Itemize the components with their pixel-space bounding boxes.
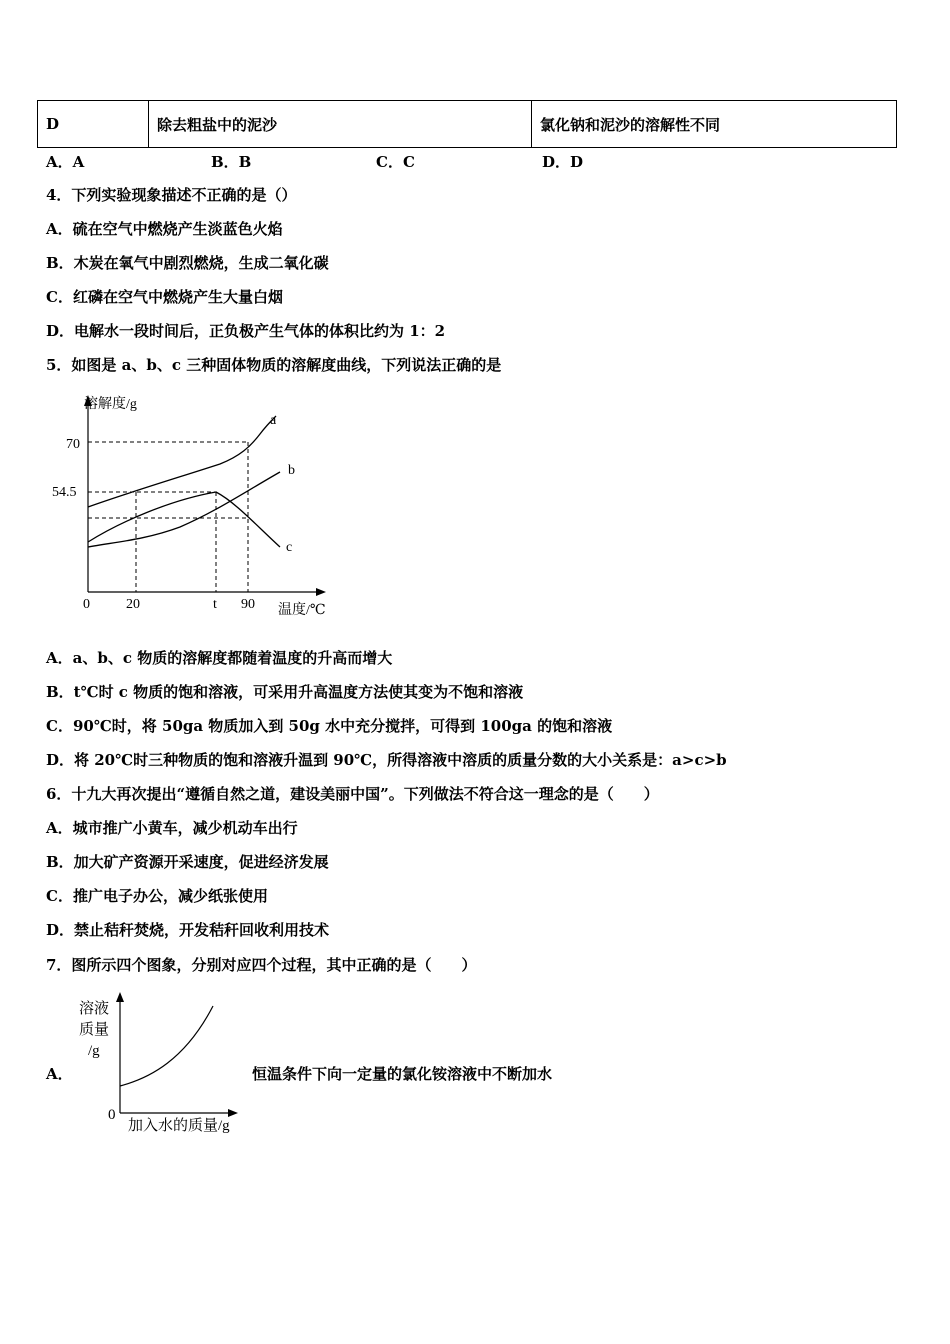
x-tick-90: 90 bbox=[241, 597, 255, 612]
answer-table bbox=[37, 100, 897, 148]
q3-option-b[interactable]: B．B bbox=[211, 153, 252, 171]
y-tick-54-5: 54.5 bbox=[52, 485, 77, 500]
origin-label: 0 bbox=[108, 1107, 116, 1123]
x-tick-t: t bbox=[213, 597, 217, 612]
y-axis-label: 溶解度/g bbox=[84, 397, 137, 412]
series-label-b: b bbox=[288, 463, 295, 478]
q3-option-d[interactable]: D．D bbox=[542, 153, 584, 171]
q7-option-a-text: 恒温条件下向一定量的氯化铵溶液中不断加水 bbox=[252, 1065, 553, 1083]
q3-option-a[interactable]: A．A bbox=[46, 153, 85, 171]
table-cell-purpose: 除去粗盐中的泥沙 bbox=[149, 101, 532, 148]
q7-stem: 7．图所示四个图象，分别对应四个过程，其中正确的是（ ） bbox=[46, 956, 477, 974]
y-label-line-3: /g bbox=[88, 1043, 100, 1059]
series-label-a: a bbox=[270, 413, 277, 428]
x-tick-0: 0 bbox=[83, 597, 90, 612]
q4-option-d[interactable]: D．电解水一段时间后，正负极产生气体的体积比约为 1：2 bbox=[46, 322, 446, 340]
table-row bbox=[38, 101, 897, 148]
x-tick-20: 20 bbox=[126, 597, 140, 612]
y-label-line-1: 溶液 bbox=[79, 1001, 110, 1017]
y-label-line-2: 质量 bbox=[79, 1022, 110, 1038]
x-axis-label: 温度/℃ bbox=[278, 603, 326, 618]
table-cell-letter: D bbox=[38, 101, 149, 148]
solution-mass-chart bbox=[70, 990, 252, 1138]
y-axis-arrow bbox=[116, 992, 124, 1002]
q6-option-b[interactable]: B．加大矿产资源开采速度，促进经济发展 bbox=[46, 853, 329, 871]
q3-option-c[interactable]: C．C bbox=[376, 153, 415, 171]
table-cell-reason: 氯化钠和泥沙的溶解性不同 bbox=[532, 101, 897, 148]
q5-option-b[interactable]: B．t℃时 c 物质的饱和溶液，可采用升高温度方法使其变为不饱和溶液 bbox=[46, 683, 524, 701]
x-axis-arrow bbox=[316, 588, 326, 596]
q7-option-a-label[interactable]: A． bbox=[46, 1065, 73, 1083]
q5-option-d[interactable]: D．将 20℃时三种物质的饱和溶液升温到 90℃，所得溶液中溶质的质量分数的大小关系是：a>c>b bbox=[46, 751, 727, 769]
q5-option-c[interactable]: C．90℃时，将 50ga 物质加入到 50g 水中充分搅拌，可得到 100ga 的饱和溶液 bbox=[46, 717, 613, 735]
series-label-c: c bbox=[286, 540, 293, 555]
q4-option-b[interactable]: B．木炭在氧气中剧烈燃烧，生成二氧化碳 bbox=[46, 254, 329, 272]
q6-option-c[interactable]: C．推广电子办公，减少纸张使用 bbox=[46, 887, 268, 905]
q5-option-a[interactable]: A．a、b、c 物质的溶解度都随着温度的升高而增大 bbox=[46, 649, 393, 667]
q6-stem: 6．十九大再次提出“遵循自然之道，建设美丽中国”。下列做法不符合这一理念的是（ ） bbox=[46, 785, 659, 803]
curve-c bbox=[88, 492, 280, 547]
q4-stem: 4．下列实验现象描述不正确的是（） bbox=[46, 186, 297, 204]
x-axis-label: 加入水的质量/g bbox=[128, 1118, 230, 1134]
q4-option-c[interactable]: C．红磷在空气中燃烧产生大量白烟 bbox=[46, 288, 283, 306]
solution-mass-curve bbox=[120, 1006, 213, 1086]
q6-option-a[interactable]: A．城市推广小黄车，减少机动车出行 bbox=[46, 819, 298, 837]
q6-option-d[interactable]: D．禁止秸秆焚烧，开发秸秆回收利用技术 bbox=[46, 921, 330, 939]
curve-b bbox=[88, 472, 280, 547]
solubility-chart bbox=[40, 392, 340, 624]
x-axis-arrow bbox=[228, 1109, 238, 1117]
q4-option-a[interactable]: A．硫在空气中燃烧产生淡蓝色火焰 bbox=[46, 220, 283, 238]
y-tick-70: 70 bbox=[66, 437, 80, 452]
q5-stem: 5．如图是 a、b、c 三种固体物质的溶解度曲线，下列说法正确的是 bbox=[46, 356, 502, 374]
